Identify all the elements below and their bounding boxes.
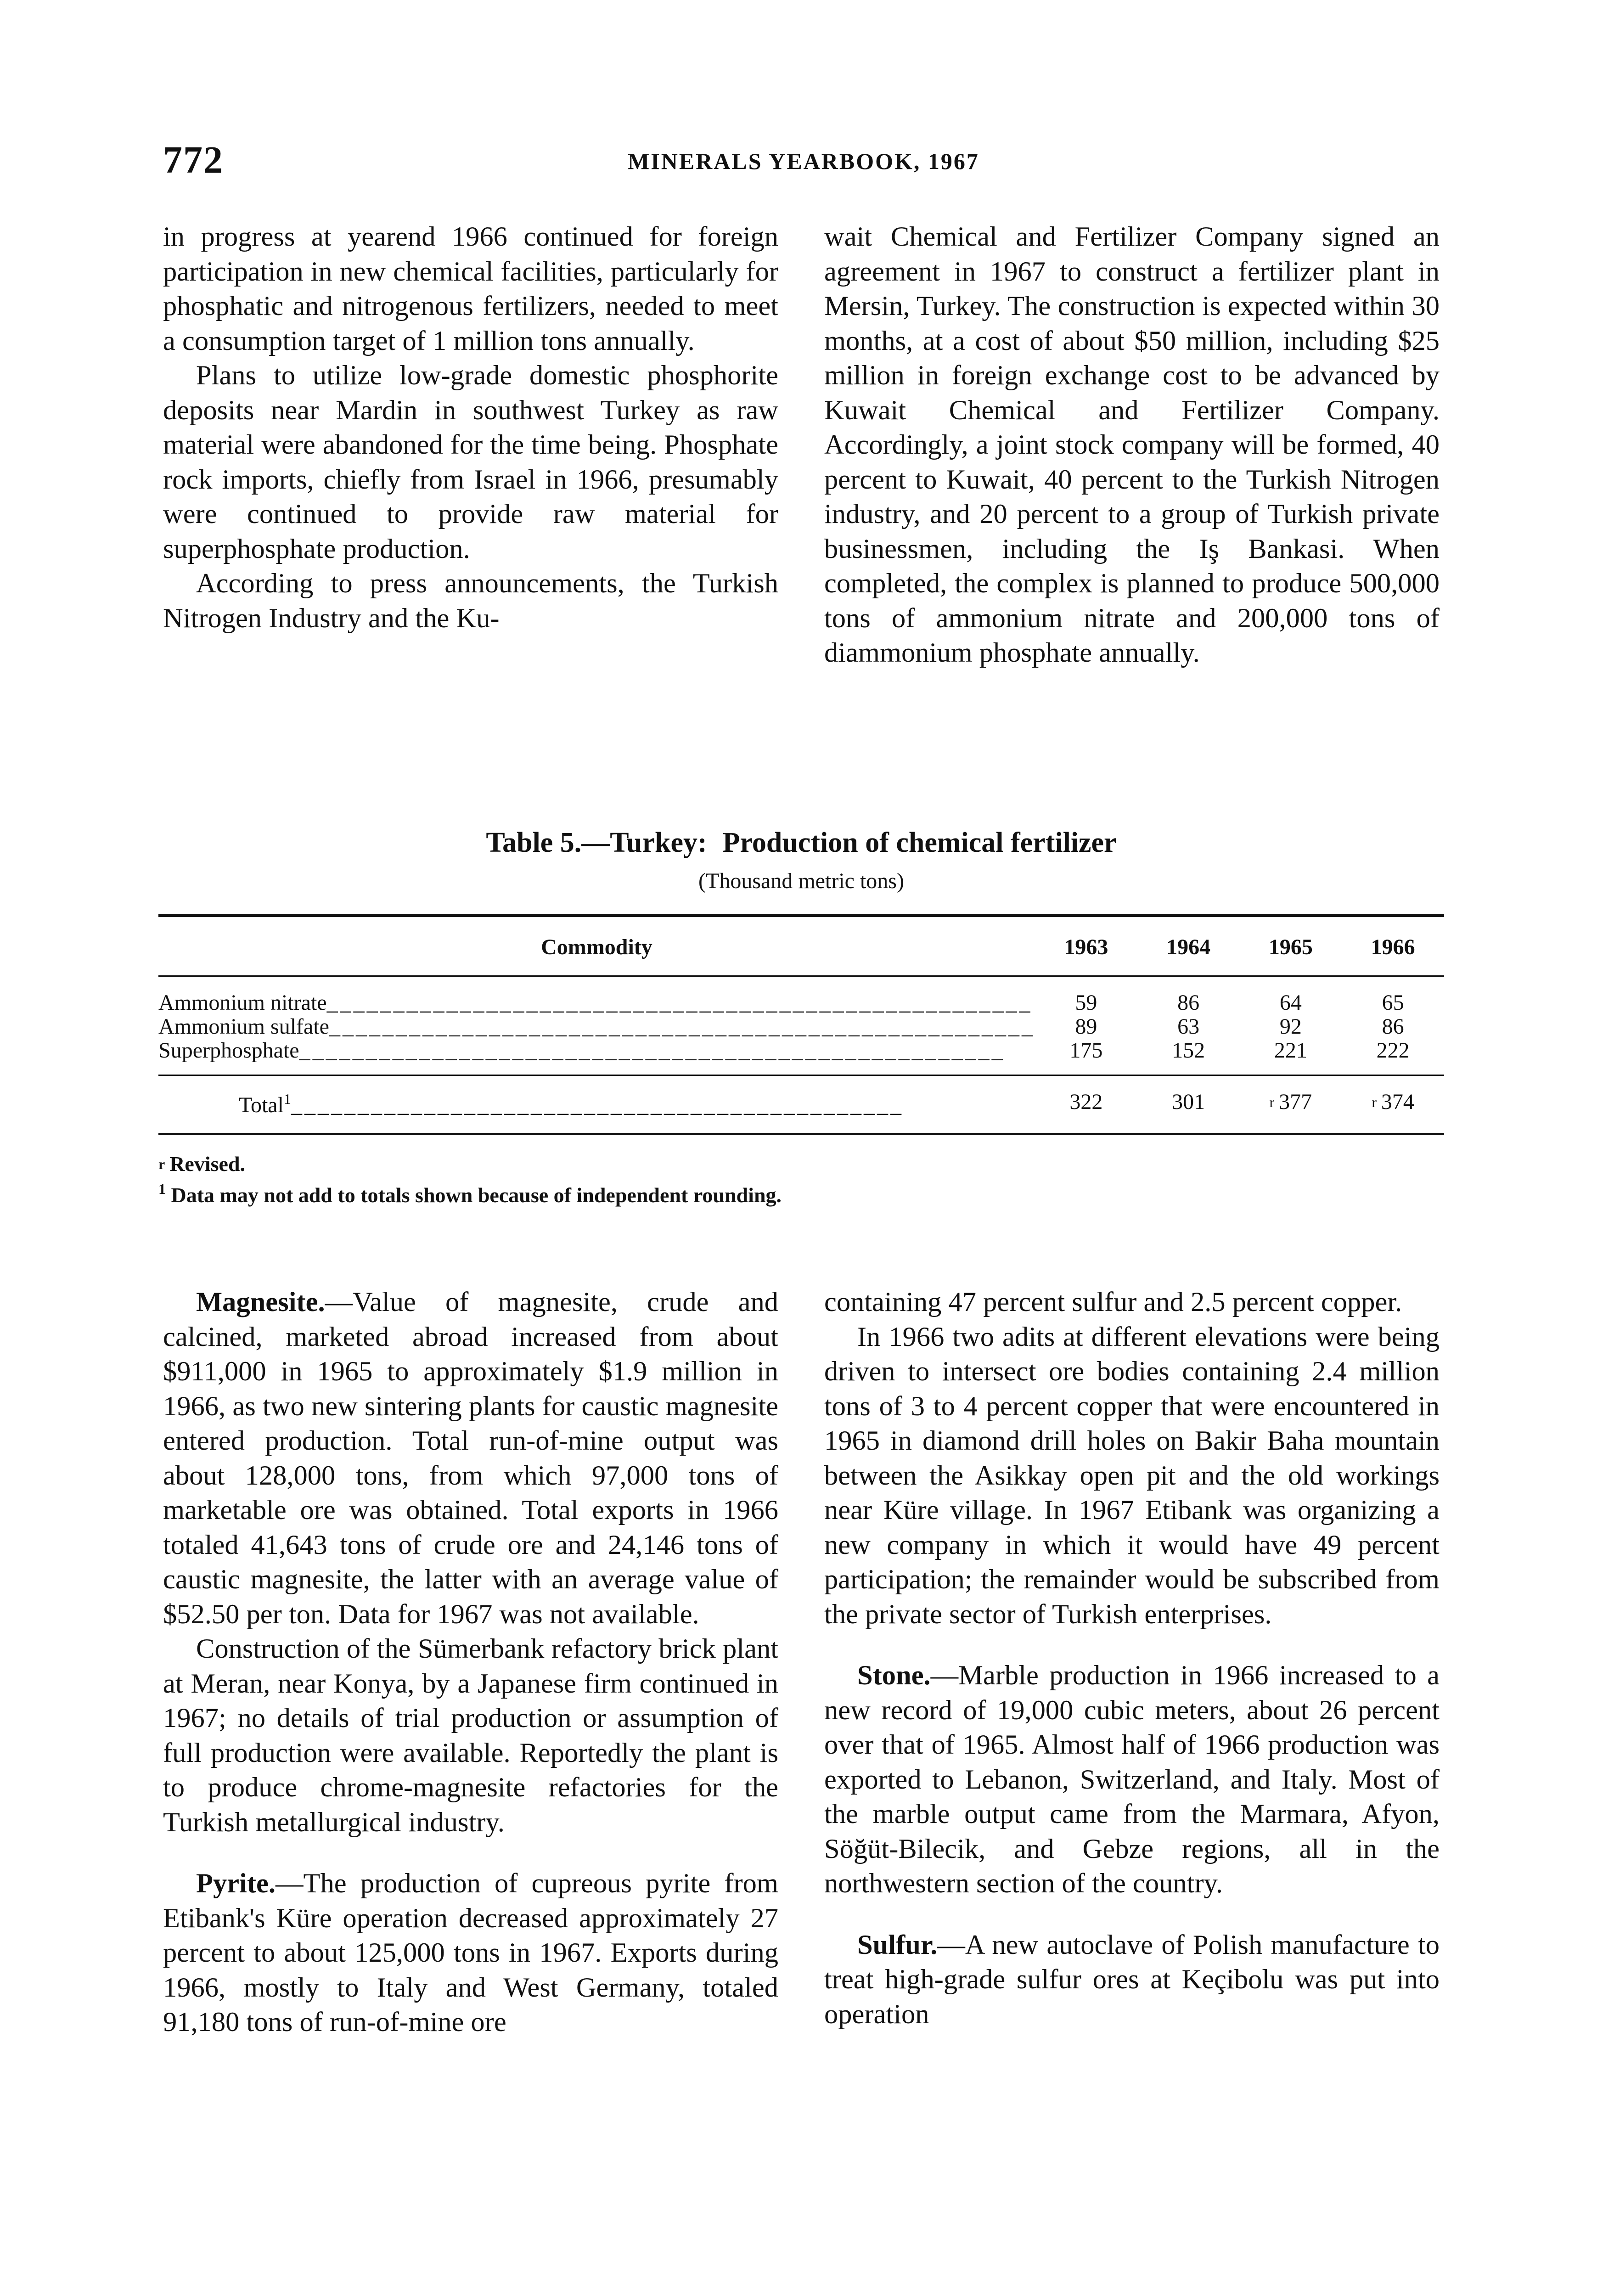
footnote-revised <box>158 1152 1444 1176</box>
footnote-mark: 1 <box>158 1181 166 1197</box>
paragraph: in progress at yearend 1966 continued for foreign participation in new chemical facilities, particularly for phosphatic and nitrogenous fertilizers, needed to meet a consumption target of 1 million tons annually. <box>163 221 778 356</box>
text-column-bottom-right <box>824 1285 1440 2032</box>
commodity-cell <box>158 976 1035 1015</box>
paragraph: According to press announcements, the Turkish Nitrogen Industry and the Ku- <box>163 568 778 634</box>
table-cell: 59 <box>1075 990 1097 1015</box>
text-column-bottom-left <box>163 1285 778 2040</box>
dot-leader: _____________________________________________________ <box>299 1039 1005 1063</box>
commodity-label: Ammonium nitrate <box>158 990 327 1015</box>
table-header-row <box>158 916 1444 976</box>
table-cell: 63 <box>1177 1014 1200 1039</box>
page-number: 772 <box>163 139 224 181</box>
total-label: Total <box>239 1093 284 1117</box>
section-text: —The production of cupreous pyrite from Etibank's Küre operation decreased approximately 27 percent to about 125,000 tons in 1967. Exports during 1966, mostly to Italy and West Germany, totaled 91,180 tons of run-of-mine ore <box>163 1868 778 2037</box>
footnote-text: Data may not add to totals shown because of independent rounding. <box>171 1183 782 1207</box>
table-subtitle: (Thousand metric tons) <box>698 869 904 893</box>
table-cell: 92 <box>1279 1014 1302 1039</box>
revised-mark: r <box>1372 1094 1377 1110</box>
table-cell: 89 <box>1075 1014 1097 1039</box>
fertilizer-production-table <box>158 914 1444 1135</box>
paragraph: Construction of the Sümerbank refactory brick plant at Meran, near Konya, by a Japanese firm continued in 1967; no details of trial production or assumption of full production were available. Reportedly the plant is to produce chrome-magnesite refactories for the Turkish metallurgical industry. <box>163 1633 778 1838</box>
section-text: —Value of magnesite, crude and calcined, marketed abroad increased from about $911,000 in 1965 to approximately $1.9 million in 1966, as two new sintering plants for caustic magnesite entered production. Total run-of-mine output was about 128,000 tons, from which 97,000 tons of marketable ore was obtained. Total exports in 1966 totaled 41,643 tons of crude ore and 24,146 tons of caustic magnesite, the latter with an average value of $52.50 per ton. Data for 1967 was not available. <box>163 1287 778 1630</box>
commodity-label: Superphosphate <box>158 1039 299 1063</box>
section-text: —A new autoclave of Polish manufacture to treat high-grade sulfur ores at Keçibolu was put into operation <box>824 1929 1440 2030</box>
column-header: 1965 <box>1239 916 1342 976</box>
table-cell-value: 374 <box>1381 1090 1414 1114</box>
commodity-cell <box>158 1015 1035 1039</box>
column-header: 1963 <box>1035 916 1137 976</box>
commodity-label: Ammonium sulfate <box>158 1015 329 1039</box>
revised-mark: r <box>1269 1094 1275 1110</box>
table-cell <box>1239 1075 1342 1134</box>
section-lead: Stone. <box>857 1660 931 1691</box>
paragraph: wait Chemical and Fertilizer Company signed an agreement in 1967 to construct a fertilizer plant in Mersin, Turkey. The construction is expected within 30 months, at a cost of about $50 million, including $25 million in foreign exchange cost to be advanced by Kuwait Chemical and Fertilizer Company. Accordingly, a joint stock company will be formed, 40 percent to Kuwait, 40 percent to the Turkish Nitrogen industry, and 20 percent to a group of Turkish private businessmen, including the Iş Bankasi. When completed, the complex is planned to produce 500,000 tons of ammonium nitrate and 200,000 tons of diammonium phosphate annually. <box>824 221 1440 668</box>
column-header: Commodity <box>158 916 1035 976</box>
table-cell: 175 <box>1069 1038 1103 1063</box>
text-column-top-left <box>163 219 778 636</box>
text-column-top-right <box>824 219 1440 670</box>
table-cell: 86 <box>1177 990 1200 1015</box>
footnote-mark: 1 <box>283 1091 291 1107</box>
table-cell: 322 <box>1035 1075 1137 1134</box>
table-cell: 86 <box>1382 1014 1404 1039</box>
section-lead: Magnesite. <box>196 1287 325 1317</box>
paragraph: Plans to utilize low-grade domestic phosphorite deposits near Mardin in southwest Turkey as raw material were abandoned for the time being. Phosphate rock imports, chiefly from Israel in 1966, presumably were continued to provide raw material for superphosphate production. <box>163 360 778 564</box>
paragraph-pyrite <box>163 1866 778 2040</box>
table-cell: 301 <box>1137 1075 1240 1134</box>
fertilizer-table-block <box>158 824 1444 1208</box>
dot-leader: _____________________________________________________ <box>326 990 1033 1015</box>
table-cell <box>1342 1075 1444 1134</box>
table-cell: 221 <box>1274 1038 1307 1063</box>
table-cell: 65 <box>1382 990 1404 1015</box>
page-header <box>163 138 1444 188</box>
section-text: —Marble production in 1966 increased to a new record of 19,000 cubic meters, about 26 percent over that of 1965. Almost half of 1966 production was exported to Lebanon, Switzerland, and Italy. Most of the marble output came from the Marmara, Afyon, Söğüt-Bilecik, and Gebze regions, all in the northwestern section of the country. <box>824 1660 1440 1899</box>
paragraph-magnesite <box>163 1285 778 1632</box>
column-header: 1966 <box>1342 916 1444 976</box>
commodity-cell <box>158 1039 1035 1075</box>
total-label-cell <box>158 1075 1035 1134</box>
table-total-row <box>158 1075 1444 1134</box>
section-lead: Sulfur. <box>857 1929 938 1960</box>
table-cell: 152 <box>1172 1038 1205 1063</box>
revised-mark: r <box>158 1156 165 1172</box>
table-title-text: Production of chemical fertilizer <box>722 827 1117 858</box>
paragraph-sulfur <box>824 1928 1440 2032</box>
column-header: 1964 <box>1137 916 1240 976</box>
footnote-text: Revised. <box>169 1152 246 1176</box>
section-lead: Pyrite. <box>196 1868 276 1899</box>
footnote-rounding <box>158 1176 1444 1208</box>
dot-leader: _____________________________________________________ <box>329 1015 1035 1039</box>
table-row <box>158 1039 1444 1075</box>
table-cell: 222 <box>1376 1038 1410 1063</box>
dot-leader: ______________________________________________ <box>291 1093 904 1117</box>
table-cell-value: 377 <box>1279 1090 1312 1114</box>
table-cell: 64 <box>1279 990 1302 1015</box>
table-footnotes <box>158 1152 1444 1208</box>
table-row <box>158 976 1444 1015</box>
table-row <box>158 1015 1444 1039</box>
paragraph: In 1966 two adits at different elevations were being driven to intersect ore bodies containing 2.4 million tons of 3 to 4 percent copper that were encountered in 1965 in diamond drill holes on Bakir Baha mountain between the Asikkay open pit and the old workings near Küre village. In 1967 Etibank was organizing a new company in which it would have 49 percent participation; the remainder would be subscribed from the private sector of Turkish enterprises. <box>824 1321 1440 1630</box>
table-number: Table 5.—Turkey: <box>486 827 707 858</box>
paragraph-stone <box>824 1658 1440 1901</box>
paragraph: containing 47 percent sulfur and 2.5 percent copper. <box>824 1287 1402 1317</box>
table-title <box>158 824 1444 861</box>
running-head: MINERALS YEARBOOK, 1967 <box>628 148 979 174</box>
